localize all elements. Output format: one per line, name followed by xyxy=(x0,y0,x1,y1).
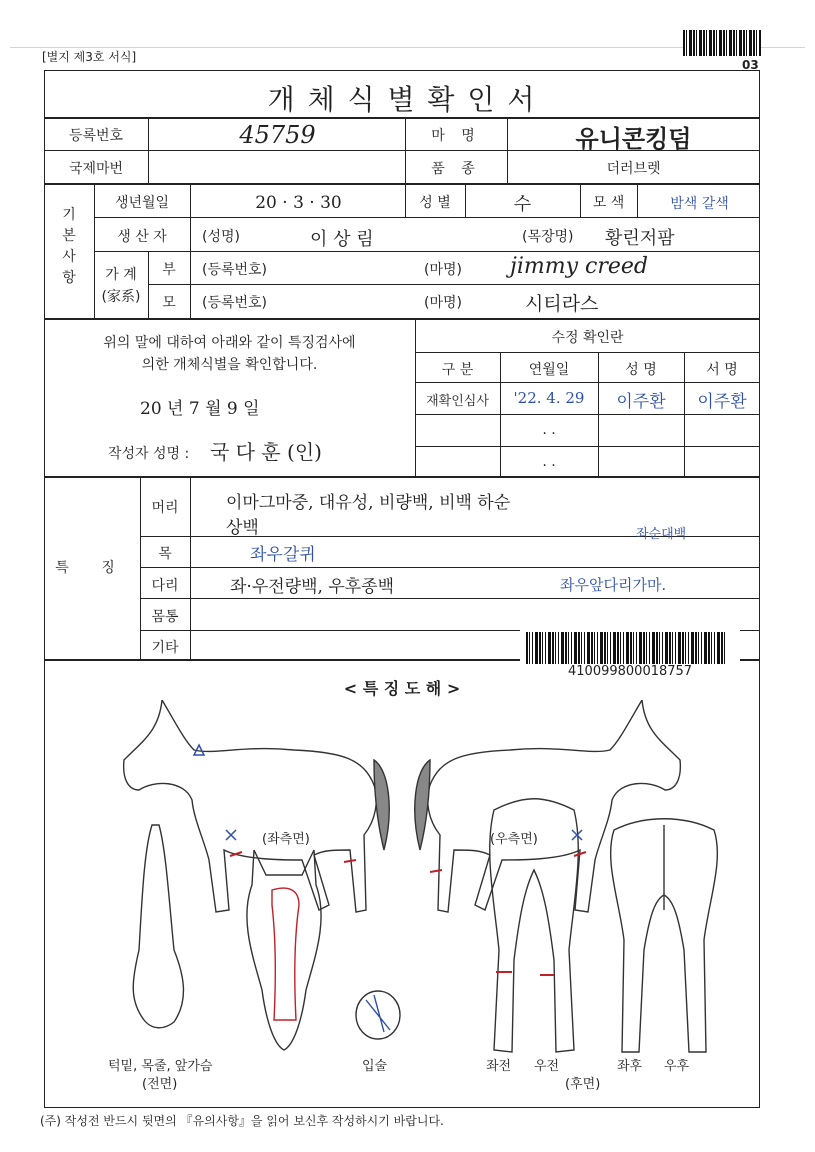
breeder-name-tag: (성명) xyxy=(202,229,240,245)
diagram-title: < 특 징 도 해 > xyxy=(343,679,461,698)
dob-value: 20 · 3 · 30 xyxy=(255,193,342,213)
left-side-horse xyxy=(124,700,377,912)
breeder-name-value: 이 상 림 xyxy=(310,229,374,250)
leg-value-black: 좌·우전량백, 우후종백 xyxy=(230,577,395,597)
body-label: 몸통 xyxy=(151,609,179,625)
dob-label: 생년월일 xyxy=(114,195,170,211)
horse-diagram xyxy=(44,700,760,1106)
barcode-sticker xyxy=(520,630,740,680)
barcode-number: 410099800018757 xyxy=(568,664,693,679)
row3-dots: . . xyxy=(542,454,556,470)
divider xyxy=(415,414,760,415)
color-label: 모 색 xyxy=(592,195,625,211)
col-sign: 서 명 xyxy=(706,362,738,378)
breed-value: 더러브렛 xyxy=(606,161,661,177)
page-title: 개 체 식 별 확 인 서 xyxy=(267,83,537,116)
dam-name-tag: (마명) xyxy=(424,295,462,311)
other-label: 기타 xyxy=(151,640,179,656)
divider xyxy=(415,352,760,353)
reg-no-value: 45759 xyxy=(239,121,316,149)
author-label: 작성자 성명 : xyxy=(108,446,190,462)
row1-name: 이주환 xyxy=(616,392,666,412)
dam-reg-tag: (등록번호) xyxy=(202,295,268,311)
head-note: 좌순대백 xyxy=(636,527,687,542)
head-label: 머리 xyxy=(151,500,179,516)
rear-sub-caption: (후면) xyxy=(565,1077,601,1092)
divider xyxy=(190,183,191,251)
right-tail xyxy=(415,760,430,850)
divider xyxy=(140,598,760,599)
head-value-1: 이마그마중, 대유성, 비량백, 비백 하순 xyxy=(226,493,511,513)
left-tail xyxy=(374,760,389,850)
row1-date: '22. 4. 29 xyxy=(513,389,585,407)
sire-name-value: jimmy creed xyxy=(510,254,648,279)
right-side-caption: (우측면) xyxy=(490,832,538,847)
left-side-caption: (좌측면) xyxy=(262,832,310,847)
reg-no-label: 등록번호 xyxy=(68,128,124,144)
breed-label: 품 종 xyxy=(431,161,481,177)
name-value: 유니콘킹덤 xyxy=(575,124,692,153)
breeder-label: 생 산 자 xyxy=(117,229,167,245)
lips-caption: 입술 xyxy=(362,1059,388,1074)
basic-section-label: 기 본 사 항 xyxy=(62,207,76,286)
pedigree-label: 가 계 (家系) xyxy=(101,267,141,305)
neck-label: 목 xyxy=(158,546,172,562)
leg-label: 다리 xyxy=(151,578,179,594)
color-value: 밤색 갈색 xyxy=(670,196,729,212)
confirm-statement-2: 의한 개체식별을 확인합니다. xyxy=(141,357,318,373)
divider xyxy=(415,382,760,383)
front-caption: 턱밑, 목줄, 앞가슴 xyxy=(108,1059,213,1074)
neck-value: 좌우갈퀴 xyxy=(250,545,316,565)
revision-title: 수정 확인란 xyxy=(551,330,624,346)
head-value-2: 상백 xyxy=(226,518,259,538)
name-label: 마 명 xyxy=(431,128,481,144)
hind-left-caption: 좌후 xyxy=(617,1059,643,1074)
author-value: 국 다 훈 (인) xyxy=(210,440,322,464)
sex-value: 수 xyxy=(513,194,532,215)
features-section-label: 특 징 xyxy=(55,560,129,576)
col-name: 성 명 xyxy=(625,362,657,378)
intl-no-label: 국제마번 xyxy=(68,161,124,177)
row2-dots: . . xyxy=(542,422,556,438)
fore-left-caption: 좌전 xyxy=(486,1059,512,1074)
divider xyxy=(148,117,149,183)
leg-value-blue: 좌우앞다리가마. xyxy=(560,576,667,594)
row1-type: 재확인심사 xyxy=(426,394,489,409)
divider xyxy=(148,284,760,285)
row1-sign: 이주환 xyxy=(697,392,747,412)
sex-label: 성 별 xyxy=(419,195,451,211)
form-label: [별지 제3호 서식] xyxy=(42,50,137,64)
sire-reg-tag: (등록번호) xyxy=(202,262,268,278)
footer-note: (주) 작성전 반드시 뒷면의 『유의사항』을 읽어 보신후 작성하시기 바랍니다. xyxy=(40,1114,444,1128)
dam-name-value: 시티라스 xyxy=(525,293,599,315)
divider xyxy=(140,567,760,568)
front-sub-caption: (전면) xyxy=(142,1077,178,1092)
divider xyxy=(94,217,760,218)
divider xyxy=(44,318,760,320)
divider xyxy=(190,251,191,318)
col-date: 연월일 xyxy=(528,362,570,378)
dam-label: 모 xyxy=(162,295,176,311)
divider xyxy=(44,183,760,185)
confirm-statement-1: 위의 말에 대하여 아래와 같이 특징검사에 xyxy=(103,335,356,351)
page-number: 03 xyxy=(742,58,759,72)
divider xyxy=(94,251,760,252)
farm-tag: (목장명) xyxy=(522,229,574,245)
right-side-horse xyxy=(428,700,681,912)
col-type: 구 분 xyxy=(441,362,474,378)
sire-name-tag: (마명) xyxy=(424,262,462,278)
divider xyxy=(415,446,760,447)
farm-value: 황린저팜 xyxy=(605,228,675,249)
sire-label: 부 xyxy=(162,262,176,278)
fore-right-caption: 우전 xyxy=(534,1059,560,1074)
hind-right-caption: 우후 xyxy=(664,1059,690,1074)
confirm-date: 20 년 7 월 9 일 xyxy=(140,399,260,419)
divider xyxy=(44,476,760,478)
front-neck-view xyxy=(133,825,183,1028)
barcode-bars xyxy=(526,632,726,664)
top-barcode xyxy=(683,30,761,56)
divider xyxy=(637,183,638,217)
